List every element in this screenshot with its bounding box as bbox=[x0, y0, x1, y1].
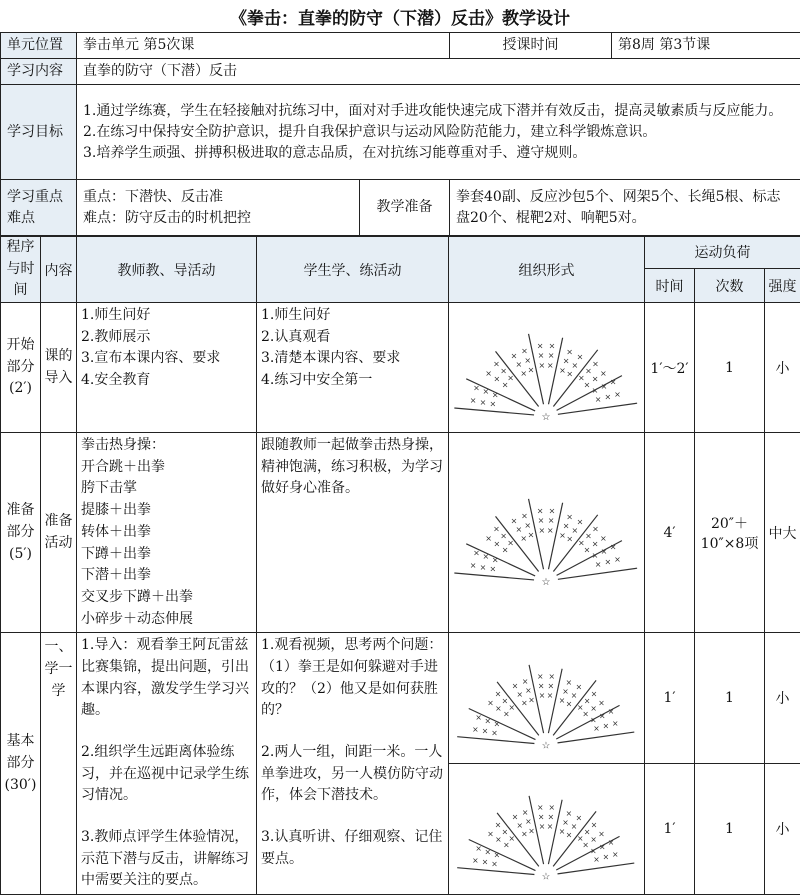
student-mark: × bbox=[472, 856, 479, 865]
formation-diagram bbox=[449, 764, 645, 895]
student-mark: × bbox=[576, 683, 583, 692]
student-mark: × bbox=[502, 545, 509, 554]
student-mark: × bbox=[485, 368, 492, 377]
student-mark: × bbox=[485, 534, 492, 543]
student-mark: × bbox=[548, 803, 555, 812]
goal-item: 1.通过学练赛，学生在轻接触对抗练习中，面对对手进攻能快速完成下潜并有效反击，提高灵敏素质与反应能力。 bbox=[83, 101, 794, 122]
student-mark: × bbox=[592, 374, 599, 383]
student-mark: × bbox=[521, 511, 528, 520]
load-time: 1′～2′ bbox=[645, 303, 695, 433]
student-mark: × bbox=[571, 361, 578, 370]
student-mark: × bbox=[500, 366, 507, 375]
student-mark: × bbox=[470, 396, 477, 405]
student-mark: × bbox=[571, 822, 578, 831]
student-mark: × bbox=[566, 700, 573, 709]
stage-cell: 基本部分(30′) bbox=[1, 633, 41, 895]
stage-cell: 准备部分(5′) bbox=[1, 433, 41, 633]
student-mark: × bbox=[608, 838, 615, 847]
content-cell: 课的导入 bbox=[41, 303, 77, 433]
student-mark: × bbox=[566, 809, 573, 818]
student-mark: × bbox=[559, 366, 566, 375]
student-mark: × bbox=[538, 516, 545, 525]
student-mark: × bbox=[584, 380, 591, 389]
student-mark: × bbox=[598, 699, 605, 708]
student-mark: × bbox=[491, 729, 498, 738]
student-mark: × bbox=[502, 380, 509, 389]
student-mark: × bbox=[495, 821, 502, 830]
student-mark: × bbox=[480, 563, 487, 572]
student-mark: × bbox=[491, 860, 498, 869]
list-item: 1.师生问好 bbox=[81, 305, 252, 327]
student-mark: × bbox=[525, 817, 532, 826]
student-mark: × bbox=[566, 678, 573, 687]
student-mark: × bbox=[577, 517, 584, 526]
student-mark: × bbox=[480, 397, 487, 406]
teacher-position-icon: ☆ bbox=[542, 412, 551, 423]
goal-item: 3.培养学生顽强、拼搏积极进取的意志品质，在对抗练习能尊重对手、遵守规则。 bbox=[83, 143, 794, 164]
student-mark: × bbox=[601, 382, 608, 391]
student-mark: × bbox=[473, 548, 480, 557]
student-mark: × bbox=[604, 392, 611, 401]
student-mark: × bbox=[537, 803, 544, 812]
keypoint-item: 重点：下潜快、反击准 bbox=[83, 187, 353, 208]
list-item: 2.组织学生远距离体验练习，并在巡视中记录学生练习情况。 bbox=[81, 742, 252, 807]
teacher-position-icon: ☆ bbox=[542, 741, 551, 752]
list-item: 2.认真观看 bbox=[261, 327, 444, 349]
load-intensity: 小 bbox=[765, 633, 800, 764]
student-mark: × bbox=[591, 821, 598, 830]
goal-item: 2.在练习中保持安全防护意识，提升自我保护意识与运动风险防范能力，建立科学锻炼意识。 bbox=[83, 122, 794, 143]
table-row bbox=[1, 303, 800, 433]
list-item: 2.教师展示 bbox=[81, 327, 252, 349]
student-mark: × bbox=[512, 813, 519, 822]
student-mark: × bbox=[603, 853, 610, 862]
teacher-cell bbox=[77, 303, 257, 433]
student-mark: × bbox=[484, 717, 491, 726]
student-mark: × bbox=[494, 720, 501, 729]
student-mark: × bbox=[489, 399, 496, 408]
student-mark: × bbox=[599, 842, 606, 851]
student-mark: × bbox=[549, 506, 556, 515]
prep-label: 教学准备 bbox=[360, 180, 450, 236]
list-item: 3.宣布本课内容、要求 bbox=[81, 348, 252, 370]
list-item: 1.导入：观看拳王阿瓦雷兹比赛集锦，提出问题，引出本课内容，激发学生学习兴趣。 bbox=[81, 635, 252, 722]
student-mark: × bbox=[566, 830, 573, 839]
student-mark: × bbox=[595, 560, 602, 569]
student-mark: × bbox=[516, 821, 523, 830]
student-mark: × bbox=[475, 844, 482, 853]
student-mark: × bbox=[566, 369, 573, 378]
student-mark: × bbox=[537, 672, 544, 681]
list-item: 2.两人一组，间距一米。一人单拳进攻，另一人模仿防守动作，体会下潜技术。 bbox=[261, 742, 444, 807]
student-mark: × bbox=[482, 727, 489, 736]
student-mark: × bbox=[571, 526, 578, 535]
student-mark: × bbox=[494, 851, 501, 860]
student-mark: × bbox=[528, 365, 535, 374]
student-mark: × bbox=[548, 672, 555, 681]
student-mark: × bbox=[566, 347, 573, 356]
student-mark: × bbox=[578, 373, 585, 382]
load-count: 1 bbox=[695, 633, 765, 764]
student-mark: × bbox=[487, 699, 494, 708]
student-mark: × bbox=[495, 690, 502, 699]
load-intensity: 小 bbox=[765, 303, 800, 433]
content-cell: 一、学一学 bbox=[41, 633, 77, 895]
student-mark: × bbox=[598, 830, 605, 839]
student-mark: × bbox=[612, 719, 619, 728]
student-mark: × bbox=[507, 373, 514, 382]
student-mark: × bbox=[571, 691, 578, 700]
student-mark: × bbox=[503, 710, 510, 719]
unit-label: 单元位置 bbox=[1, 33, 77, 59]
student-mark: × bbox=[577, 834, 584, 843]
load-count: 1 bbox=[695, 764, 765, 895]
student-mark: × bbox=[548, 516, 555, 525]
student-mark: × bbox=[515, 360, 522, 369]
header-table bbox=[0, 32, 800, 236]
list-item: 4.练习中安全第一 bbox=[261, 370, 444, 392]
student-mark: × bbox=[563, 356, 570, 365]
student-mark: × bbox=[502, 828, 509, 837]
goals-label: 学习目标 bbox=[1, 85, 77, 180]
keypoint-item: 难点：防守反击的时机把控 bbox=[83, 208, 353, 229]
student-mark: × bbox=[521, 699, 528, 708]
boundary-line bbox=[457, 868, 534, 875]
student-mark: × bbox=[528, 696, 535, 705]
student-mark: × bbox=[472, 725, 479, 734]
boundary-line bbox=[558, 403, 637, 414]
formation-diagram-svg bbox=[449, 469, 643, 597]
col-stage: 程序与时间 bbox=[1, 237, 41, 303]
student-mark: × bbox=[528, 530, 535, 539]
student-mark: × bbox=[566, 512, 573, 521]
student-mark: × bbox=[489, 564, 496, 573]
student-mark: × bbox=[493, 539, 500, 548]
student-mark: × bbox=[584, 545, 591, 554]
student-mark: × bbox=[559, 531, 566, 540]
load-time: 4′ bbox=[645, 433, 695, 633]
list-item: 下潜＋出拳 bbox=[81, 565, 252, 587]
boundary-line bbox=[558, 863, 635, 874]
stage-cell: 开始部分(2′) bbox=[1, 303, 41, 433]
student-mark: × bbox=[493, 374, 500, 383]
student-mark: × bbox=[524, 521, 531, 530]
student-mark: × bbox=[547, 691, 554, 700]
list-item: 转体＋出拳 bbox=[81, 522, 252, 544]
student-mark: × bbox=[559, 827, 566, 836]
student-mark: × bbox=[563, 521, 570, 530]
student-mark: × bbox=[537, 341, 544, 350]
student-mark: × bbox=[601, 547, 608, 556]
prep-value: 拳套40副、反应沙包5个、网架5个、长绳5根、标志盘20个、棍靶2对、响靶5对。 bbox=[450, 180, 800, 236]
student-mark: × bbox=[604, 557, 611, 566]
list-item: 1.观看视频，思考两个问题：（1）拳王是如何躲避对手进攻的？（2）他又是如何获胜的？ bbox=[261, 635, 444, 722]
student-mark: × bbox=[548, 351, 555, 360]
student-mark: × bbox=[475, 713, 482, 722]
student-mark: × bbox=[593, 724, 600, 733]
student-mark: × bbox=[524, 356, 531, 365]
student-mark: × bbox=[603, 722, 610, 731]
teacher-cell bbox=[77, 633, 257, 895]
teacher-cell bbox=[77, 433, 257, 633]
list-item: 小碎步＋动态伸展 bbox=[81, 609, 252, 631]
table-row bbox=[1, 433, 800, 633]
student-mark: × bbox=[592, 359, 599, 368]
list-item: 交叉步下蹲＋出拳 bbox=[81, 587, 252, 609]
student-mark: × bbox=[473, 383, 480, 392]
student-mark: × bbox=[599, 712, 606, 721]
student-mark: × bbox=[610, 542, 617, 551]
list-item: 1.师生问好 bbox=[261, 305, 444, 327]
student-mark: × bbox=[592, 386, 599, 395]
student-mark: × bbox=[502, 697, 509, 706]
list-item: 拳击热身操： bbox=[81, 435, 252, 457]
student-mark: × bbox=[608, 707, 615, 716]
student-mark: × bbox=[562, 687, 569, 696]
student-mark: × bbox=[585, 531, 592, 540]
list-item: 开合跳＋出拳 bbox=[81, 457, 252, 479]
student-mark: × bbox=[539, 691, 546, 700]
student-mark: × bbox=[582, 841, 589, 850]
formation-diagram bbox=[449, 633, 645, 764]
student-mark: × bbox=[600, 368, 607, 377]
student-mark: × bbox=[493, 524, 500, 533]
formation-diagram bbox=[449, 303, 645, 433]
formation-diagram-svg bbox=[449, 304, 643, 432]
student-mark: × bbox=[584, 828, 591, 837]
student-mark: × bbox=[538, 813, 545, 822]
load-count: 1 bbox=[695, 303, 765, 433]
student-mark: × bbox=[482, 858, 489, 867]
student-mark: × bbox=[566, 534, 573, 543]
boundary-line bbox=[558, 568, 637, 579]
lesson-table bbox=[0, 236, 800, 895]
student-mark: × bbox=[528, 827, 535, 836]
student-mark: × bbox=[577, 352, 584, 361]
student-mark: × bbox=[590, 835, 597, 844]
student-mark: × bbox=[610, 377, 617, 386]
col-student: 学生学、练活动 bbox=[257, 237, 449, 303]
student-mark: × bbox=[484, 847, 491, 856]
list-item: 胯下击掌 bbox=[81, 478, 252, 500]
student-mark: × bbox=[538, 351, 545, 360]
content-value: 直拳的防守（下潜）反击 bbox=[77, 59, 800, 85]
student-mark: × bbox=[576, 814, 583, 823]
keypoints-cell bbox=[77, 180, 360, 236]
load-time: 1′ bbox=[645, 633, 695, 764]
student-mark: × bbox=[520, 533, 527, 542]
unit-value: 拳击单元 第5次课 bbox=[77, 33, 450, 59]
table-row bbox=[1, 633, 800, 764]
col-load: 运动负荷 bbox=[645, 237, 800, 269]
col-intensity: 强度 bbox=[765, 268, 800, 302]
boundary-line bbox=[457, 737, 534, 744]
boundary-line bbox=[558, 732, 635, 743]
student-mark: × bbox=[493, 359, 500, 368]
student-mark: × bbox=[590, 704, 597, 713]
student-mark: × bbox=[500, 531, 507, 540]
student-mark: × bbox=[548, 682, 555, 691]
student-mark: × bbox=[595, 395, 602, 404]
list-item: 提膝＋出拳 bbox=[81, 500, 252, 522]
student-mark: × bbox=[582, 710, 589, 719]
time-label: 授课时间 bbox=[450, 33, 612, 59]
goals-cell bbox=[77, 85, 800, 180]
page-title: 《拳击：直拳的防守（下潜）反击》教学设计 bbox=[0, 4, 800, 29]
student-mark: × bbox=[537, 506, 544, 515]
boundary-line bbox=[454, 573, 534, 580]
student-mark: × bbox=[547, 822, 554, 831]
col-count: 次数 bbox=[695, 268, 765, 302]
list-item: 4.安全教育 bbox=[81, 370, 252, 392]
student-mark: × bbox=[495, 704, 502, 713]
list-item: 3.清楚本课内容、要求 bbox=[261, 348, 444, 370]
student-mark: × bbox=[585, 366, 592, 375]
list-item: 跟随教师一起做拳击热身操，精神饱满，练习积极，为学习做好身心准备。 bbox=[261, 435, 444, 500]
student-mark: × bbox=[577, 703, 584, 712]
student-mark: × bbox=[592, 551, 599, 560]
list-item: 3.教师点评学生体验情况，示范下潜与反击，讲解练习中需要关注的要点。 bbox=[81, 827, 252, 892]
student-mark: × bbox=[612, 850, 619, 859]
student-mark: × bbox=[487, 830, 494, 839]
student-mark: × bbox=[600, 534, 607, 543]
formation-diagram-svg bbox=[449, 767, 643, 891]
col-time: 时间 bbox=[645, 268, 695, 302]
student-mark: × bbox=[520, 368, 527, 377]
col-content: 内容 bbox=[41, 237, 77, 303]
keypoints-label: 学习重点难点 bbox=[1, 180, 77, 236]
student-mark: × bbox=[522, 677, 529, 686]
student-mark: × bbox=[503, 841, 510, 850]
formation-diagram bbox=[449, 433, 645, 633]
student-mark: × bbox=[492, 555, 499, 564]
list-item: 下蹲＋出拳 bbox=[81, 544, 252, 566]
student-mark: × bbox=[538, 526, 545, 535]
formation-diagram-svg bbox=[449, 636, 643, 760]
student-mark: × bbox=[512, 682, 519, 691]
teacher-position-icon: ☆ bbox=[542, 872, 551, 883]
load-intensity: 中大 bbox=[765, 433, 800, 633]
student-mark: × bbox=[538, 682, 545, 691]
student-mark: × bbox=[483, 552, 490, 561]
col-org: 组织形式 bbox=[449, 237, 645, 303]
student-mark: × bbox=[593, 855, 600, 864]
student-cell bbox=[257, 303, 449, 433]
student-mark: × bbox=[521, 830, 528, 839]
student-cell bbox=[257, 633, 449, 895]
student-mark: × bbox=[470, 561, 477, 570]
load-intensity: 小 bbox=[765, 764, 800, 895]
student-mark: × bbox=[590, 847, 597, 856]
student-mark: × bbox=[547, 526, 554, 535]
student-mark: × bbox=[562, 818, 569, 827]
student-mark: × bbox=[547, 361, 554, 370]
student-mark: × bbox=[549, 341, 556, 350]
student-mark: × bbox=[508, 834, 515, 843]
student-mark: × bbox=[614, 555, 621, 564]
student-mark: × bbox=[592, 524, 599, 533]
content-label: 学习内容 bbox=[1, 59, 77, 85]
student-mark: × bbox=[511, 516, 518, 525]
student-mark: × bbox=[495, 835, 502, 844]
student-mark: × bbox=[539, 822, 546, 831]
student-mark: × bbox=[548, 813, 555, 822]
student-mark: × bbox=[507, 538, 514, 547]
load-count: 20″＋10″×8项 bbox=[695, 433, 765, 633]
teacher-position-icon: ☆ bbox=[542, 577, 551, 588]
student-mark: × bbox=[584, 697, 591, 706]
student-cell bbox=[257, 433, 449, 633]
student-mark: × bbox=[590, 716, 597, 725]
student-mark: × bbox=[516, 690, 523, 699]
list-item: 3.认真听讲、仔细观察、记住要点。 bbox=[261, 827, 444, 870]
student-mark: × bbox=[492, 390, 499, 399]
student-mark: × bbox=[525, 686, 532, 695]
student-mark: × bbox=[508, 703, 515, 712]
student-mark: × bbox=[578, 538, 585, 547]
student-mark: × bbox=[614, 389, 621, 398]
student-mark: × bbox=[559, 696, 566, 705]
col-teacher: 教师教、导活动 bbox=[77, 237, 257, 303]
student-mark: × bbox=[538, 361, 545, 370]
time-value: 第8周 第3节课 bbox=[612, 33, 800, 59]
student-mark: × bbox=[522, 808, 529, 817]
student-mark: × bbox=[592, 539, 599, 548]
boundary-line bbox=[454, 408, 534, 415]
student-mark: × bbox=[511, 351, 518, 360]
load-time: 1′ bbox=[645, 764, 695, 895]
student-mark: × bbox=[521, 346, 528, 355]
student-mark: × bbox=[591, 690, 598, 699]
student-mark: × bbox=[515, 525, 522, 534]
student-mark: × bbox=[483, 387, 490, 396]
content-cell: 准备活动 bbox=[41, 433, 77, 633]
